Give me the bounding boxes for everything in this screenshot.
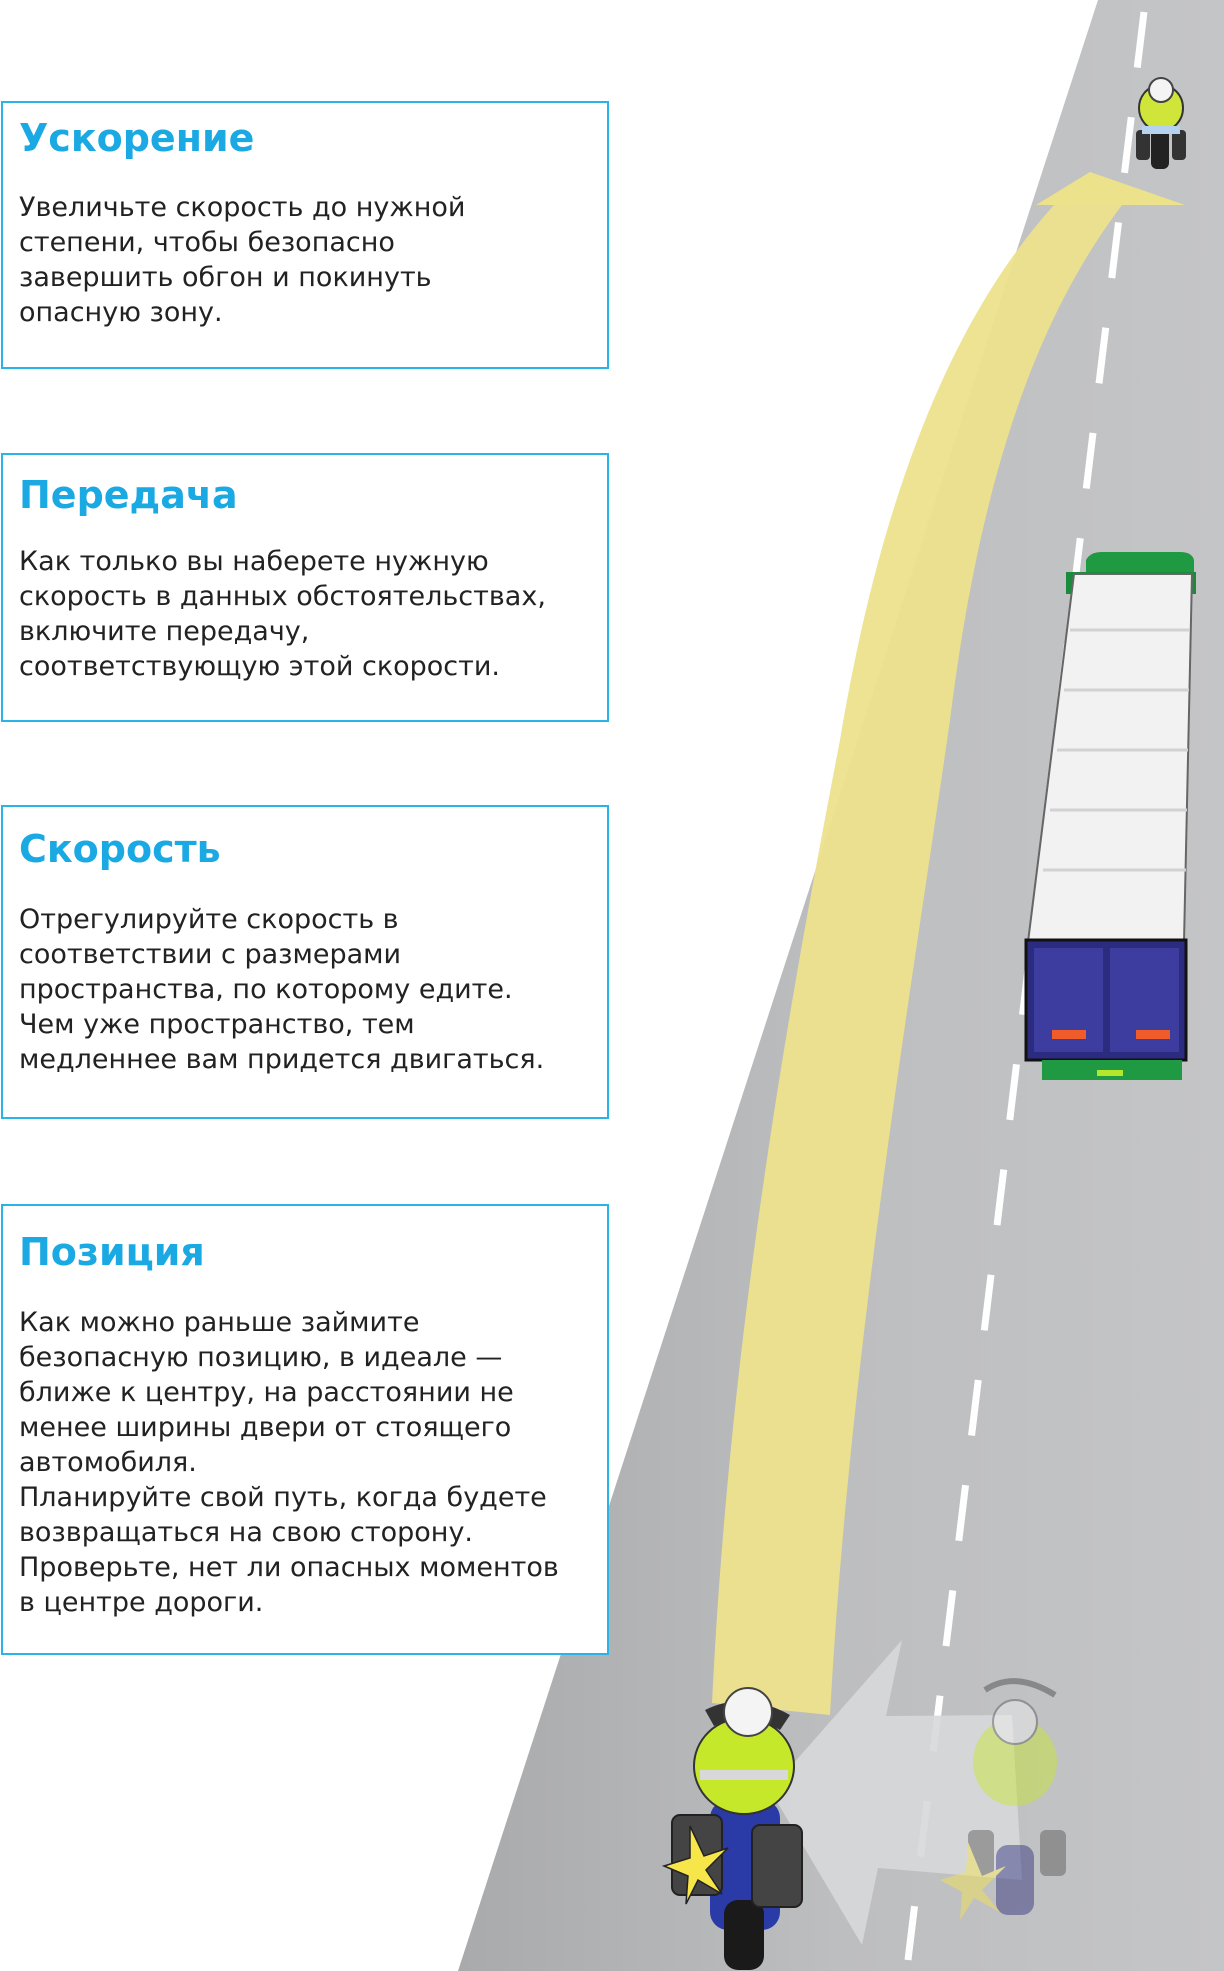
- card-position-text: Как можно раньше займите безопасную позицию, в идеале — ближе к центру, на расстоянии не менее ширины двери от стоящего автомобиля. Планируйте свой путь, когда будете возвращаться на свою сторону. Проверьте, нет ли опасных моментов в центре дороги.: [19, 1306, 559, 1618]
- card-speed-text: Отрегулируйте скорость в соответствии с размерами пространства, по которому едите. Чем уже пространство, тем медленнее вам придется двигаться.: [19, 903, 545, 1075]
- card-position: [1, 1204, 609, 1655]
- card-position-title: Позиция: [19, 1230, 205, 1274]
- card-speed-title: Скорость: [19, 827, 221, 871]
- card-gear: [1, 453, 609, 722]
- card-gear-title: Передача: [19, 473, 238, 517]
- card-acceleration: [1, 101, 609, 369]
- card-speed: [1, 805, 609, 1119]
- card-acceleration-text: Увеличьте скорость до нужной степени, чтобы безопасно завершить обгон и покинуть опасную зону.: [19, 191, 466, 328]
- card-gear-text: Как только вы наберете нужную скорость в данных обстоятельствах, включите передачу, соответствующую этой скорости.: [19, 545, 546, 682]
- card-acceleration-title: Ускорение: [19, 116, 255, 160]
